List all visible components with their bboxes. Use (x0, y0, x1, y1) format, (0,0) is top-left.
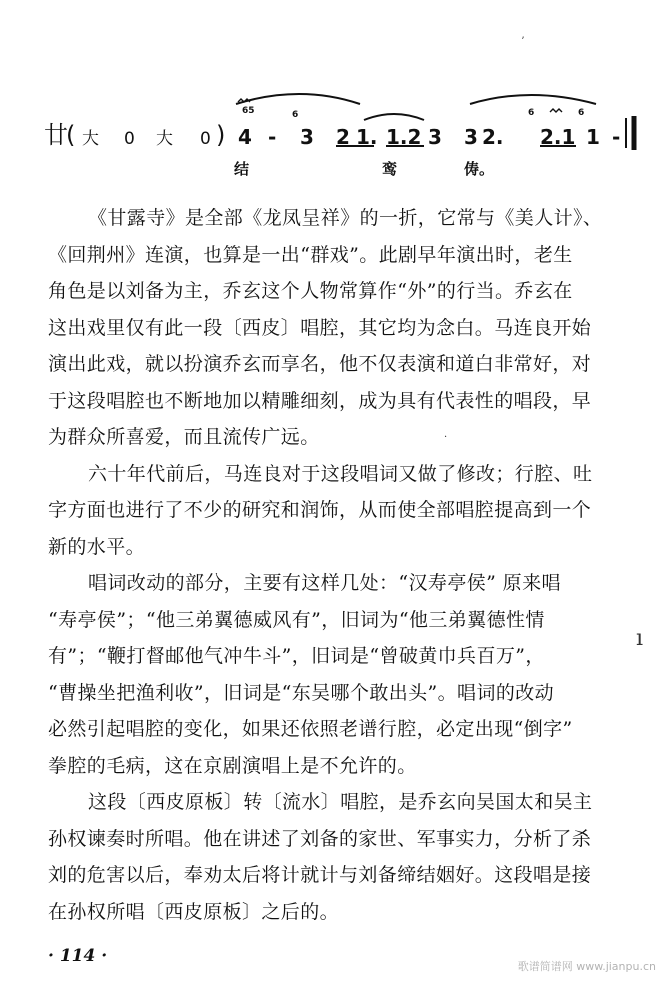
tempo-symbol: 廿 (44, 121, 68, 149)
paragraph-line: 孙权谏奏时所唱。他在讲述了刘备的家世、军事实力，分析了杀 (48, 827, 592, 850)
note-5: 1.2 (386, 125, 422, 149)
grace-note-1: 65 (242, 106, 255, 116)
note-8: 2. (482, 125, 504, 149)
trill-mark-2 (550, 109, 562, 112)
paragraph-line: 《甘露寺》是全部《龙凤呈祥》的一折，它常与《美人计》、 (88, 207, 603, 229)
paragraph-line: 这出戏里仅有此一段〔西皮〕唱腔，其它均为念白。马连良开始 (48, 316, 592, 339)
paragraph-line: 六十年代前后，马连良对于这段唱词又做了修改；行腔、吐 (88, 462, 593, 485)
paragraph-line: “寿亭侯”；“他三弟翼德威风有”，旧词为“他三弟翼德性情 (48, 608, 545, 631)
paragraph-line: 角色是以刘备为主，乔玄这个人物常算作“外”的行当。乔玄在 (48, 280, 573, 302)
note-dash-1: - (268, 125, 277, 149)
percussion-1: 大 (82, 129, 99, 149)
paragraph-line: 演出此戏，就以扮演乔玄而享名，他不仅表演和道白非常好，对 (48, 353, 592, 375)
slur-2 (364, 114, 424, 120)
open-paren: ( (66, 121, 76, 149)
close-paren: ) (216, 121, 226, 149)
paragraph-line: 字方面也进行了不少的研究和润饰，从而使全部唱腔提高到一个 (48, 499, 592, 521)
note-7: 3 (464, 125, 478, 149)
lyric-3: 俦。 (464, 160, 495, 178)
site-watermark: 歌谱简谱网 www.jianpu.cn (517, 960, 656, 973)
paragraph-line: 有”；“鞭打督邮他气冲牛斗”，旧词是“曾破黄巾兵百万”， (48, 645, 545, 667)
paragraph-line: 唱词改动的部分，主要有这样几处：“汉寿亭侯” 原来唱 (88, 572, 561, 594)
percussion-4: 0 (200, 129, 211, 149)
grace-note-2: 6 (292, 110, 299, 120)
paragraph-line: 在孙权所唱〔西皮原板〕之后的。 (48, 900, 340, 923)
lyric-1: 结 (234, 160, 250, 178)
paragraph-line: 必然引起唱腔的变化，如果还依照老谱行腔，必定出现“倒字” (48, 718, 573, 740)
slur-1 (236, 94, 360, 104)
article-body (48, 200, 648, 930)
print-speck: ʼ (521, 36, 525, 47)
paragraph-line: 这段〔西皮原板〕转〔流水〕唱腔，是乔玄向吴国太和吴主 (88, 791, 593, 813)
paragraph-line: “曹操坐把渔利收”，旧词是“东吴哪个敢出头”。唱词的改动 (48, 681, 555, 704)
slur-3 (470, 95, 596, 104)
note-3: 2 (336, 125, 350, 149)
jianpu-score-line (0, 80, 672, 190)
percussion-3: 大 (156, 129, 173, 149)
paragraph-line: 《回荆州》连演，也算是一出“群戏”。此剧早年演出时，老生 (48, 243, 573, 266)
paragraph-2 (48, 456, 648, 566)
grace-note-4: 6 (578, 108, 585, 118)
note-2: 3 (300, 125, 314, 149)
paragraph-1 (48, 200, 648, 456)
print-speck: · (444, 432, 448, 443)
note-1: 4 (238, 125, 252, 149)
lyric-2: 鸾 (382, 160, 398, 178)
paragraph-line: 为群众所喜爱，而且流传广远。 (48, 426, 320, 448)
paragraph-line: 拳腔的毛病，这在京剧演唱上是不允许的。 (48, 754, 417, 777)
paragraph-3 (48, 565, 648, 784)
paragraph-line: 刘的危害以后，奉劝太后将计就计与刘备缔结姻好。这段唱是接 (48, 864, 592, 886)
percussion-2: 0 (124, 129, 135, 149)
paragraph-line: 新的水平。 (48, 535, 146, 558)
paragraph-line: 于这段唱腔也不断地加以精雕细刻，成为具有代表性的唱段，早 (48, 389, 592, 412)
page-number: · 114 · (48, 946, 108, 966)
grace-note-3: 6 (528, 108, 535, 118)
note-9: 2.1 (540, 125, 576, 149)
note-dash-2: - (612, 125, 621, 149)
note-4: 1. (356, 125, 378, 149)
paragraph-4 (48, 784, 648, 930)
print-speck: ı (636, 626, 644, 651)
note-6: 3 (428, 125, 442, 149)
note-10: 1 (586, 125, 600, 149)
